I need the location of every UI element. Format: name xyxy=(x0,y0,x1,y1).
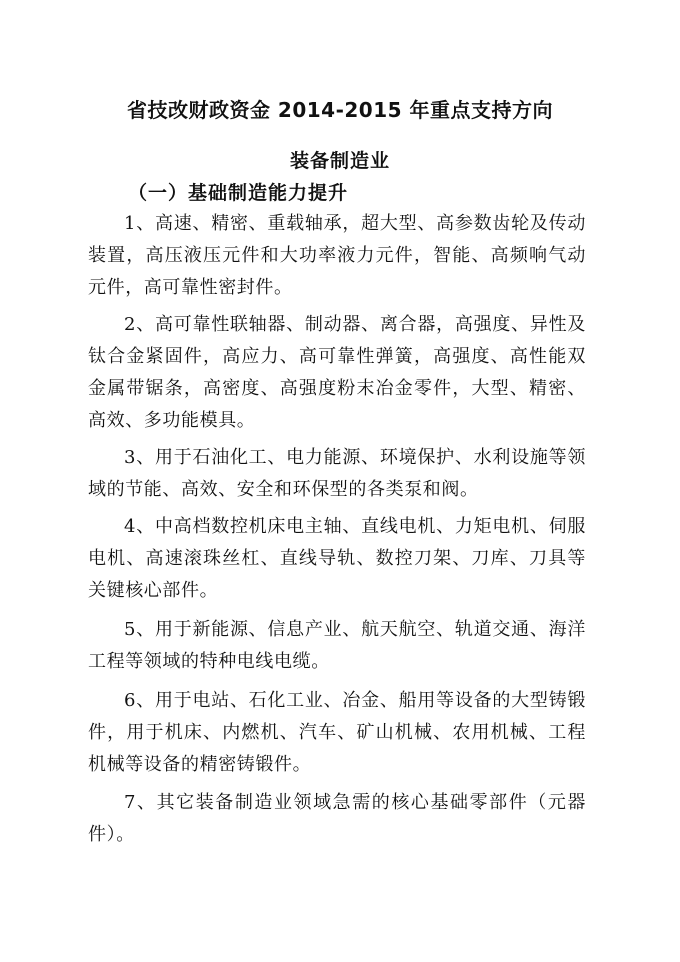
paragraph-item-2: 2、高可靠性联轴器、制动器、离合器，高强度、异性及钛合金紧固件，高应力、高可靠性弹簧，高强度、高性能双金属带锯条，高密度、高强度粉末冶金零件，大型、精密、高效、多功能模具。 xyxy=(88,314,586,431)
body-text xyxy=(88,208,586,856)
paragraph-item-5: 5、用于新能源、信息产业、航天航空、轨道交通、海洋工程等领域的特种电线电缆。 xyxy=(88,619,586,672)
paragraph-item-1: 1、高速、精密、重载轴承，超大型、高参数齿轮及传动装置，高压液压元件和大功率液力元件，智能、高频响气动元件，高可靠性密封件。 xyxy=(88,213,586,298)
paragraph-item-4: 4、中高档数控机床电主轴、直线电机、力矩电机、伺服电机、高速滚珠丝杠、直线导轨、数控刀架、刀库、刀具等关键核心部件。 xyxy=(88,516,586,601)
document-subtitle: 装备制造业 xyxy=(289,150,390,172)
document-title: 省技改财政资金 2014-2015 年重点支持方向 xyxy=(126,98,554,122)
paragraph-item-6: 6、用于电站、石化工业、冶金、船用等设备的大型铸锻件，用于机床、内燃机、汽车、矿山机械、农用机械、工程机械等设备的精密铸锻件。 xyxy=(88,690,586,775)
paragraph-item-7: 7、其它装备制造业领域急需的核心基础零部件（元器件）。 xyxy=(88,792,586,845)
paragraph-item-3: 3、用于石油化工、电力能源、环境保护、水利设施等领域的节能、高效、安全和环保型的各类泵和阀。 xyxy=(88,447,586,500)
section-heading: （一）基础制造能力提升 xyxy=(128,182,349,204)
